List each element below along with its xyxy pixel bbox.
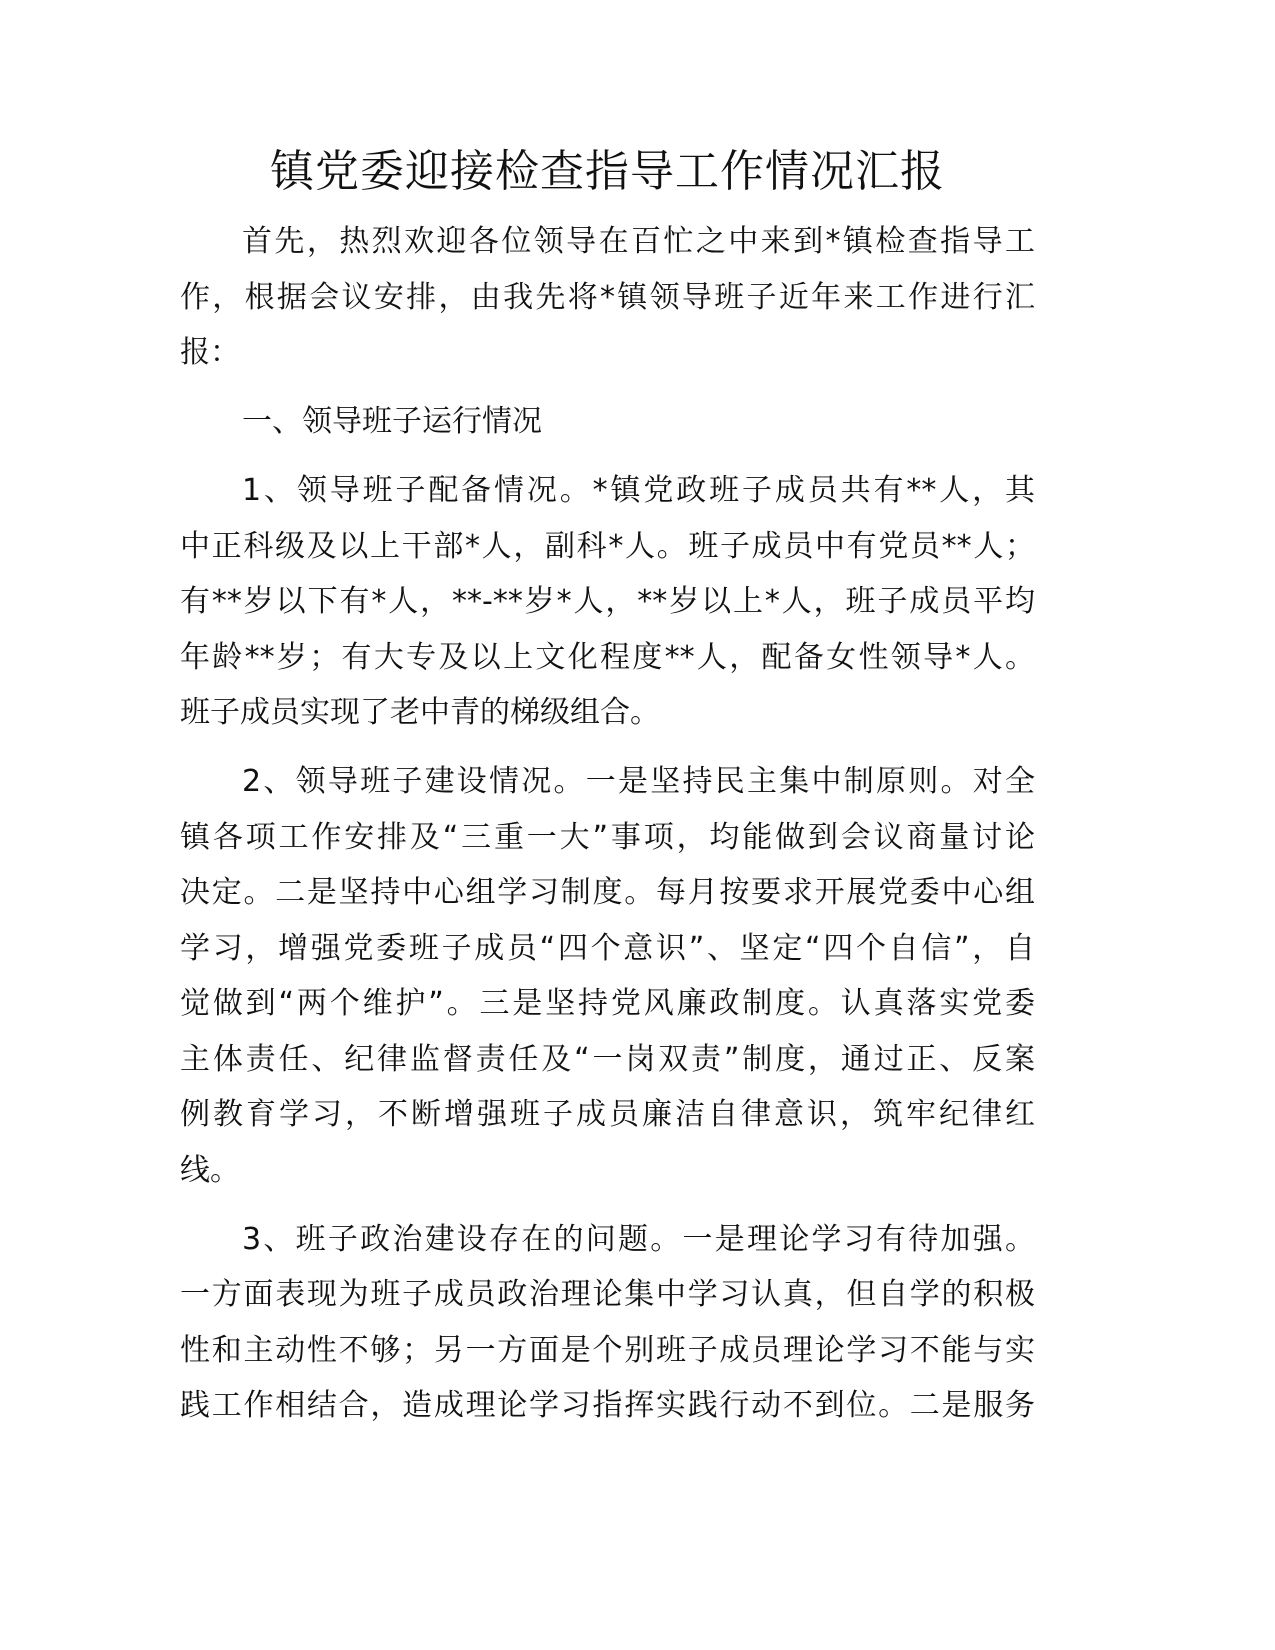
document-body bbox=[180, 214, 1035, 1447]
paragraph bbox=[180, 394, 1035, 450]
paragraph bbox=[180, 463, 1035, 741]
paragraph-line: 年龄**岁；有大专及以上文化程度**人，配备女性领导*人。 bbox=[180, 639, 1035, 675]
paragraph-line: 班子成员实现了老中青的梯级组合。 bbox=[180, 695, 660, 730]
paragraph-line: 决定。二是坚持中心组学习制度。每月按要求开展党委中心组 bbox=[180, 875, 1035, 910]
paragraph-line: 有**岁以下有*人，**-**岁*人，**岁以上*人，班子成员平均 bbox=[180, 584, 1035, 619]
paragraph-line: 1、领导班子配备情况。*镇党政班子成员共有**人，其 bbox=[242, 473, 1035, 508]
paragraph-line: 例教育学习，不断增强班子成员廉洁自律意识，筑牢纪律红 bbox=[180, 1097, 1035, 1132]
paragraph bbox=[180, 1212, 1035, 1434]
paragraph bbox=[180, 214, 1035, 381]
paragraph-line: 践工作相结合，造成理论学习指挥实践行动不到位。二是服务 bbox=[180, 1388, 1035, 1423]
paragraph-line: 觉做到“两个维护”。三是坚持党风廉政制度。认真落实党委 bbox=[180, 986, 1035, 1021]
document-title: 镇党委迎接检查指导工作情况汇报 bbox=[270, 146, 945, 197]
paragraph-line: 3、班子政治建设存在的问题。一是理论学习有待加强。 bbox=[242, 1221, 1035, 1257]
paragraph-line: 镇各项工作安排及“三重一大”事项，均能做到会议商量讨论 bbox=[180, 819, 1035, 855]
paragraph-line: 一、领导班子运行情况 bbox=[242, 404, 542, 439]
paragraph-line: 作，根据会议安排，由我先将*镇领导班子近年来工作进行汇 bbox=[180, 279, 1035, 315]
paragraph-line: 学习，增强党委班子成员“四个意识”、坚定“四个自信”，自 bbox=[180, 930, 1035, 966]
paragraph-line: 报： bbox=[180, 335, 240, 370]
paragraph-line: 中正科级及以上干部*人，副科*人。班子成员中有党员**人； bbox=[180, 528, 1035, 564]
paragraph-line: 2、领导班子建设情况。一是坚持民主集中制原则。对全 bbox=[242, 764, 1035, 799]
paragraph-line: 性和主动性不够；另一方面是个别班子成员理论学习不能与实 bbox=[180, 1332, 1035, 1368]
paragraph-line: 线。 bbox=[180, 1152, 240, 1188]
paragraph-line: 首先，热烈欢迎各位领导在百忙之中来到*镇检查指导工 bbox=[242, 224, 1035, 259]
paragraph-line: 一方面表现为班子成员政治理论集中学习认真，但自学的积极 bbox=[180, 1277, 1035, 1312]
paragraph-line: 主体责任、纪律监督责任及“一岗双责”制度，通过正、反案 bbox=[180, 1041, 1035, 1077]
paragraph bbox=[180, 754, 1035, 1198]
